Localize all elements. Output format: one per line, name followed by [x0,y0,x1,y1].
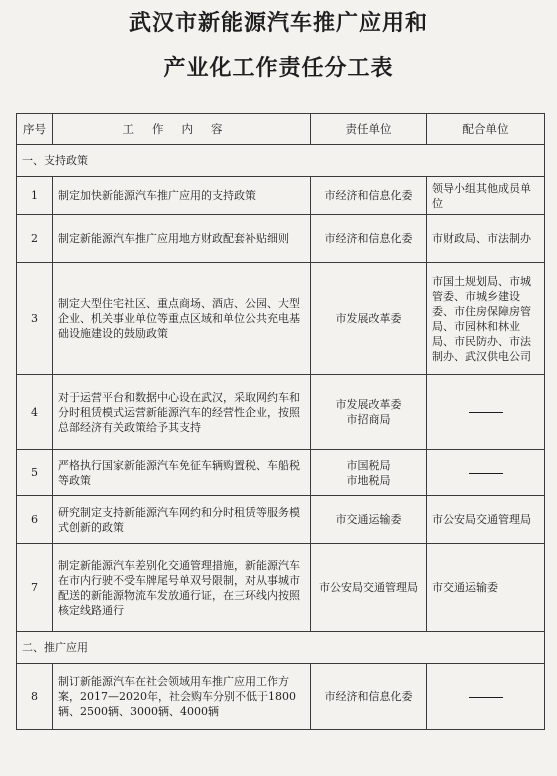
table-header-row [17,114,545,145]
row-content: 制订新能源汽车在社会领域用车推广应用工作方案，2017—2020年，社会购车分别不低于1800辆、2500辆、3000辆、4000辆 [53,664,311,730]
row-responsible: 市交通运输委 [311,496,427,544]
row-cooperating-empty [427,664,545,730]
table-row [17,215,545,263]
row-cooperating: 市公安局交通管理局 [427,496,545,544]
row-seq: 4 [17,375,53,450]
header-cooperating: 配合单位 [427,114,545,145]
row-content: 严格执行国家新能源汽车免征车辆购置税、车船税等政策 [53,450,311,496]
row-cooperating: 市交通运输委 [427,544,545,632]
row-content: 制定大型住宅社区、重点商场、酒店、公园、大型企业、机关事业单位等重点区域和单位公共充电基础设施建设的鼓励政策 [53,263,311,375]
row-responsible: 市国税局 市地税局 [311,450,427,496]
row-seq: 5 [17,450,53,496]
row-seq: 7 [17,544,53,632]
header-content: 工作内容 [53,114,311,145]
row-seq: 2 [17,215,53,263]
document-title-line-2: 产业化工作责任分工表 [163,55,394,81]
header-seq: 序号 [17,114,53,145]
header-responsible: 责任单位 [311,114,427,145]
document-title-line-1: 武汉市新能源汽车推广应用和 [128,10,428,36]
row-cooperating: 市财政局、市法制办 [427,215,545,263]
row-responsible: 市发展改革委 市招商局 [311,375,427,450]
row-content: 制定新能源汽车差别化交通管理措施，新能源汽车在市内行驶不受车牌尾号单双号限制，对从事城市配送的新能源物流车发放通行证，在三环线内按照核定线路通行 [53,544,311,632]
row-responsible: 市经济和信息化委 [311,215,427,263]
row-responsible: 市经济和信息化委 [311,177,427,215]
empty-dash [469,412,503,413]
row-responsible: 市经济和信息化委 [311,664,427,730]
row-seq: 8 [17,664,53,730]
row-content: 制定新能源汽车推广应用地方财政配套补贴细则 [53,215,311,263]
row-seq: 6 [17,496,53,544]
row-content: 制定加快新能源汽车推广应用的支持政策 [53,177,311,215]
table-row [17,263,545,375]
row-seq: 1 [17,177,53,215]
row-content: 对于运营平台和数据中心设在武汉，采取网约车和分时租赁模式运营新能源汽车的经营性企业，按照总部经济有关政策给予其支持 [53,375,311,450]
row-cooperating-empty [427,375,545,450]
table-row [17,375,545,450]
row-cooperating: 市国土规划局、市城管委、市城乡建设委、市住房保障房管局、市园林和林业局、市民防办、市法制办、武汉供电公司 [427,263,545,375]
row-responsible: 市发展改革委 [311,263,427,375]
table-row [17,664,545,730]
table-row [17,544,545,632]
row-content: 研究制定支持新能源汽车网约和分时租赁等服务模式创新的政策 [53,496,311,544]
section-row [17,632,545,664]
table-row [17,496,545,544]
row-seq: 3 [17,263,53,375]
table-row [17,177,545,215]
section-row [17,145,545,177]
section-title: 二、推广应用 [17,632,545,664]
row-responsible: 市公安局交通管理局 [311,544,427,632]
section-title: 一、支持政策 [17,145,545,177]
row-cooperating: 领导小组其他成员单位 [427,177,545,215]
responsibility-table [16,113,545,730]
empty-dash [469,697,503,698]
row-cooperating-empty [427,450,545,496]
empty-dash [469,473,503,474]
table-row [17,450,545,496]
